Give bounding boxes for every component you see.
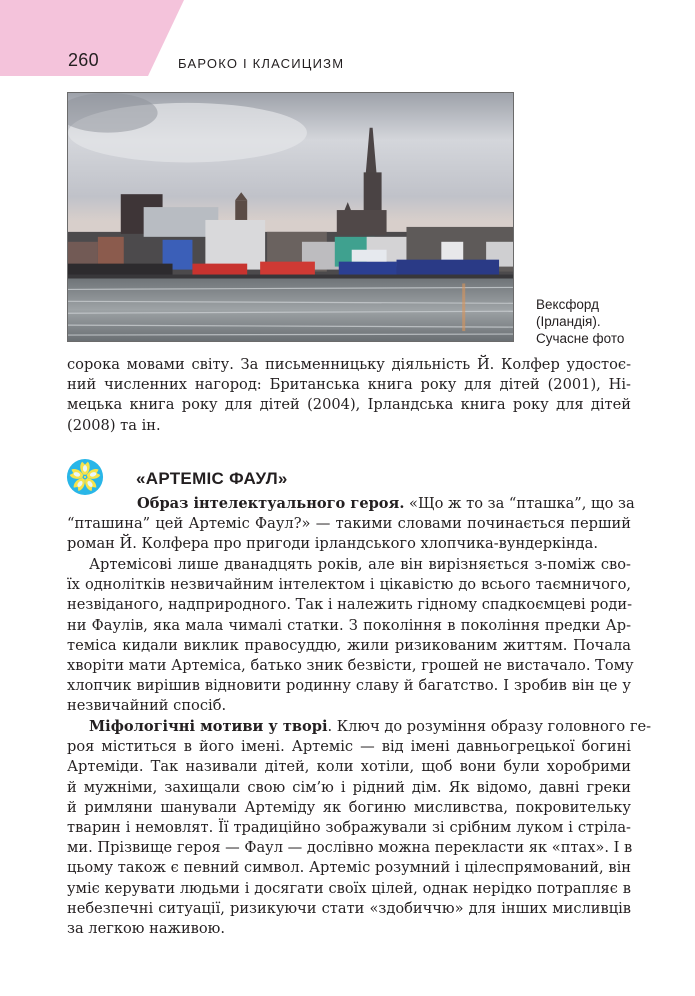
text-line: цьому також є певний символ. Артеміс розумний і цілеспрямований, він [67,859,631,877]
text-line: незвіданого, надприродного. Так і належить гідному спадкоємцеві роди- [67,596,633,614]
text-line: за легкою наживою. [67,920,226,938]
text-line: й мужніми, захищали свою сім’ю і рідний дім. Як відомо, давні греки [67,778,631,796]
text-line: Міфологічні мотиви у творі. Ключ до розуміння образу головного ге- [89,718,652,735]
text-line: “пташина” цей Артеміс Фаул?» — такими словами починається перший [67,515,631,533]
text-line: уміє керувати людьми і досягати своїх цілей, однак нерідко потрапляє в [67,879,631,897]
text-line: Артемісові лише дванадцять років, але він вирізняється з-поміж сво- [89,556,631,573]
text-line: й римляни шанували Артеміду як богиню мисливства, покровительку [67,798,631,816]
paragraph-mythological-motifs [67,717,652,939]
section-title: «АРТЕМІС ФАУЛ» [136,469,288,488]
text-line: мецька книга року для дітей (2004), Ірландська книга року для дітей [67,396,631,414]
text-line: теміса кидали виклик правосуддю, жили ризикованим життям. Почала [67,636,631,654]
text-line: незвичайний спосіб. [67,697,227,715]
text-line: ний численних нагород: Британська книга року для дітей (2001), Ні- [67,376,631,394]
text-line: (2008) та ін. [67,416,161,434]
text-line: хлопчик вирішив відновити родинну славу й багатство. І зробив він це у [67,677,631,695]
text-line: роман Й. Колфера про пригоди ірландського хлопчика-вундеркінда. [67,535,598,553]
paragraph-intellectual-hero [67,494,635,555]
text-line: тварин і немовлят. Її традиційно зображували зі срібним луком і стріла- [67,819,631,837]
text-line: небезпечні ситуації, ризикуючи стати «здобиччю» для інших мисливців [67,899,631,917]
wexford-photo [67,92,514,342]
text-line: роя міститься в його імені. Артеміс — від імені давньогрецької богині [67,738,631,756]
caption-line: Сучасне фото [536,331,625,346]
intro-paragraph [67,355,631,436]
text-line: Артеміди. Так називали дітей, коли хотіли, щоб вони були хоробрими [67,758,631,776]
text-line: їх однолітків незвичайним інтелектом і цікавістю до всього таємничого, [67,576,631,594]
caption-line: Вексфорд [536,297,600,312]
bold-lead: Образ інтелектуального героя. [137,495,405,512]
text-line: Образ інтелектуального героя. «Що ж то за “пташка”, що за [137,495,635,512]
text-line: хворіти мати Артеміса, батько зник безвісти, грошей не вистачало. Тому [67,657,634,675]
page-number: 260 [68,50,99,70]
paragraph-artemis-background [67,555,634,717]
photo-illustration [68,93,513,341]
text-line: ми. Прізвище героя — Фаул — дослівно можна перекласти як «птах». І в [67,839,633,857]
bold-lead: Міфологічні мотиви у творі [89,718,328,735]
flower-emblem-icon [66,458,104,496]
running-head: БАРОКО І КЛАСИЦИЗМ [178,56,345,71]
text-line: ни Фаулів, яка мала чималі статки. З покоління в покоління предки Ар- [67,616,631,634]
photo-caption [536,296,624,347]
caption-line: (Ірландія). [536,314,601,329]
text-line: сорока мовами світу. За письменницьку діяльність Й. Колфер удостоє- [67,356,631,373]
